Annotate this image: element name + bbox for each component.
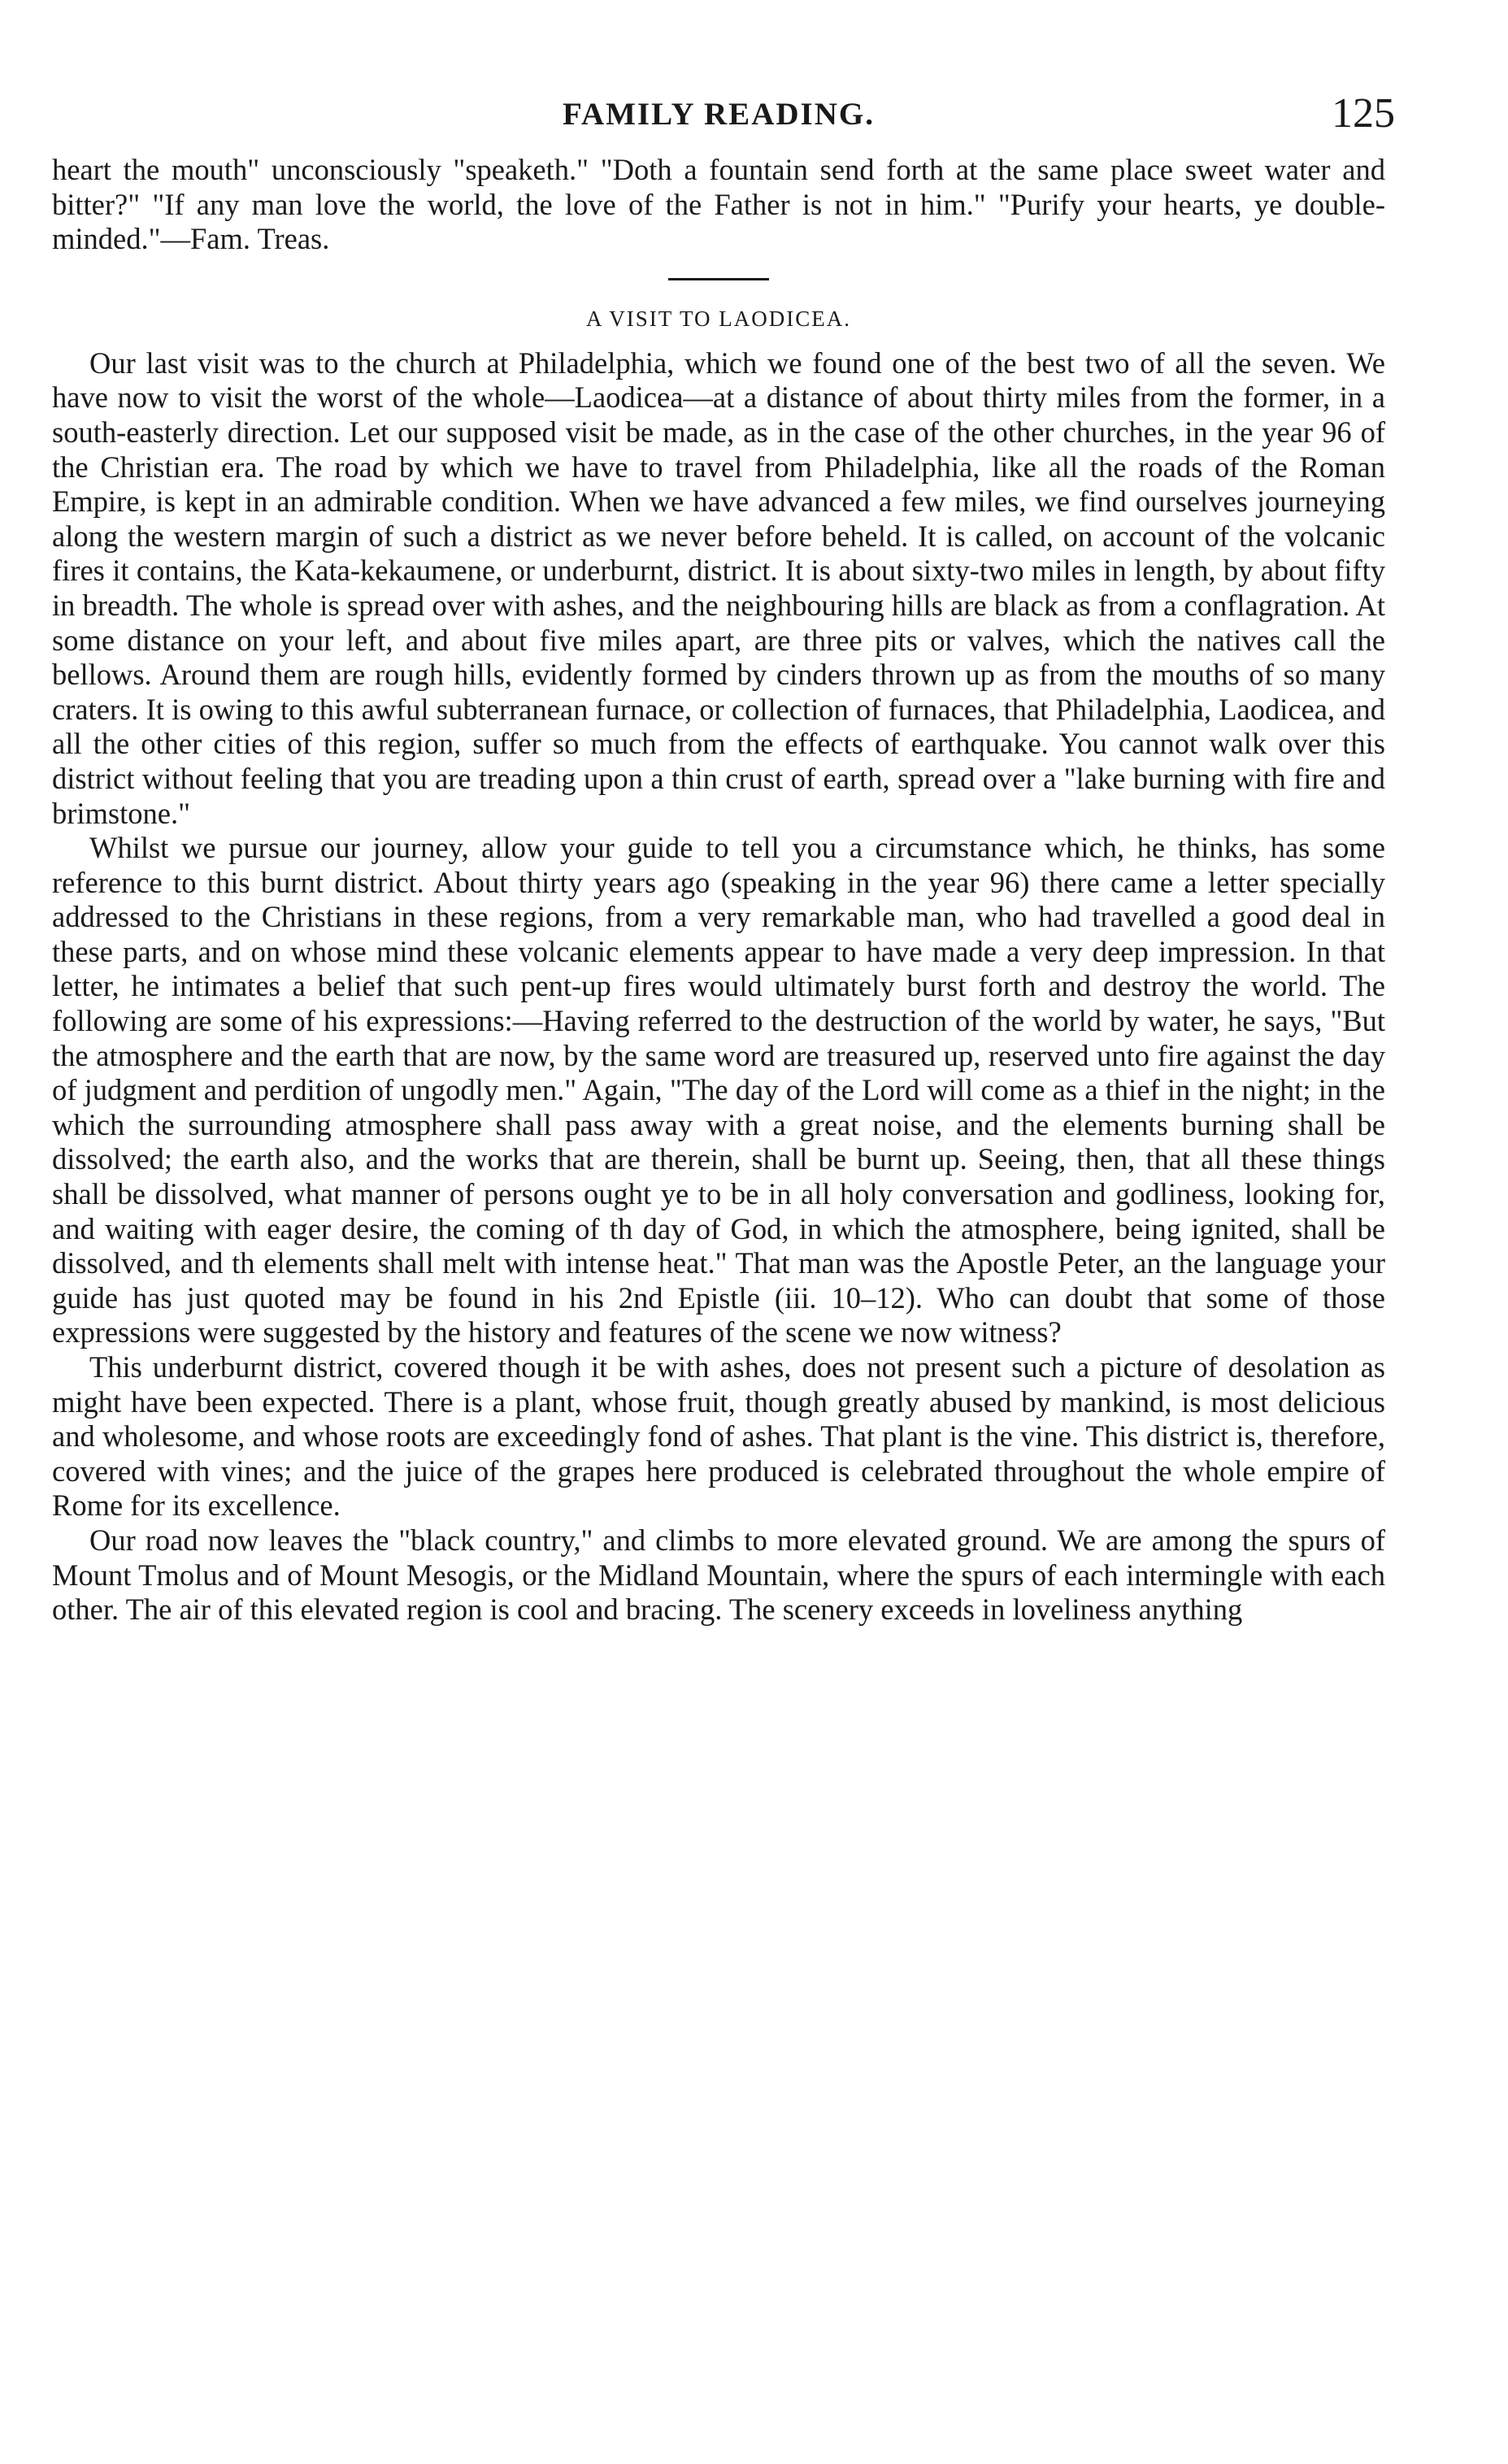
body-paragraph: Our road now leaves the "black country," and climbs to more elevated ground. We are among the spurs of Mount Tmolus and of Mount Mesogis, or the Midland Mountain, where the spurs of each intermingle with each other. The air of this elevated region is cool and bracing. The scenery exceeds in loveliness anything [52, 1523, 1385, 1627]
section-divider [668, 278, 769, 280]
body-paragraph: Whilst we pursue our journey, allow your guide to tell you a circumstance which, he thinks, has some reference to this burnt district. About thirty years ago (speaking in the year 96) there came a letter specially addressed to the Christians in these regions, from a very remarkable man, who had travelled a good deal in these parts, and on whose mind these volcanic elements appear to have made a very deep impression. In that letter, he intimates a belief that such pent-up fires would ultimately burst forth and destroy the world. The following are some of his expressions:—Having referred to the destruction of the world by water, he says, "But the atmosphere and the earth that are now, by the same word are treasured up, reserved unto fire against the day of judgment and perdition of ungodly men." Again, "The day of the Lord will come as a thief in the night; in the which the surrounding atmosphere shall pass away with a great noise, and the elements burning shall be dissolved; the earth also, and the works that are therein, shall be burnt up. Seeing, then, that all these things shall be dissolved, what manner of persons ought ye to be in all holy conversation and godliness, looking for, and waiting with eager desire, the coming of th day of God, in which the atmosphere, being ignited, shall be dissolved, and th elements shall melt with intense heat." That man was the Apostle Peter, an the language your guide has just quoted may be found in his 2nd Epistle (iii. 10–12). Who can doubt that some of those expressions were suggested by the history and features of the scene we now witness? [52, 831, 1385, 1349]
section-heading: A VISIT TO LAODICEA. [585, 306, 852, 331]
body-paragraph: This underburnt district, covered though it be with ashes, does not present such a picture of desolation as might have been expected. There is a plant, whose fruit, though greatly abused by mankind, is most delicious and wholesome, and whose roots are exceedingly fond of ashes. That plant is the vine. This district is, therefore, covered with vines; and the juice of the grapes here produced is celebrated throughout the whole empire of Rome for its excellence. [52, 1350, 1385, 1523]
book-page [52, 90, 1395, 1627]
page-number: 125 [1332, 90, 1395, 137]
continuation-paragraph: heart the mouth" unconsciously "speaketh." "Doth a fountain send forth at the same place sweet water and bitter?" "If any man love the world, the love of the Father is not in him." "Purify your hearts, ye double-minded."—Fam. Treas. [52, 153, 1385, 256]
body-paragraph: Our last visit was to the church at Philadelphia, which we found one of the best two of all the seven. We have now to visit the worst of the whole—Laodicea—at a distance of about thirty miles from the former, in a south-easterly direction. Let our supposed visit be made, as in the case of the other churches, in the year 96 of the Christian era. The road by which we have to travel from Philadelphia, like all the roads of the Roman Empire, is kept in an admirable condition. When we have advanced a few miles, we find ourselves journeying along the western margin of such a district as we never before beheld. It is called, on account of the volcanic fires it contains, the Kata-kekaumene, or underburnt, district. It is about sixty-two miles in length, by about fifty in breadth. The whole is spread over with ashes, and the neighbouring hills are black as from a conflagration. At some distance on your left, and about five miles apart, are three pits or valves, which the natives call the bellows. Around them are rough hills, evidently formed by cinders thrown up as from the mouths of so many craters. It is owing to this awful subterranean furnace, or collection of furnaces, that Philadelphia, Laodicea, and all the other cities of this region, suffer so much from the effects of earthquake. You cannot walk over this district without feeling that you are treading upon a thin crust of earth, spread over a "lake burning with fire and brimstone." [52, 345, 1385, 830]
running-head [52, 90, 1395, 153]
running-title: FAMILY READING. [563, 97, 875, 132]
